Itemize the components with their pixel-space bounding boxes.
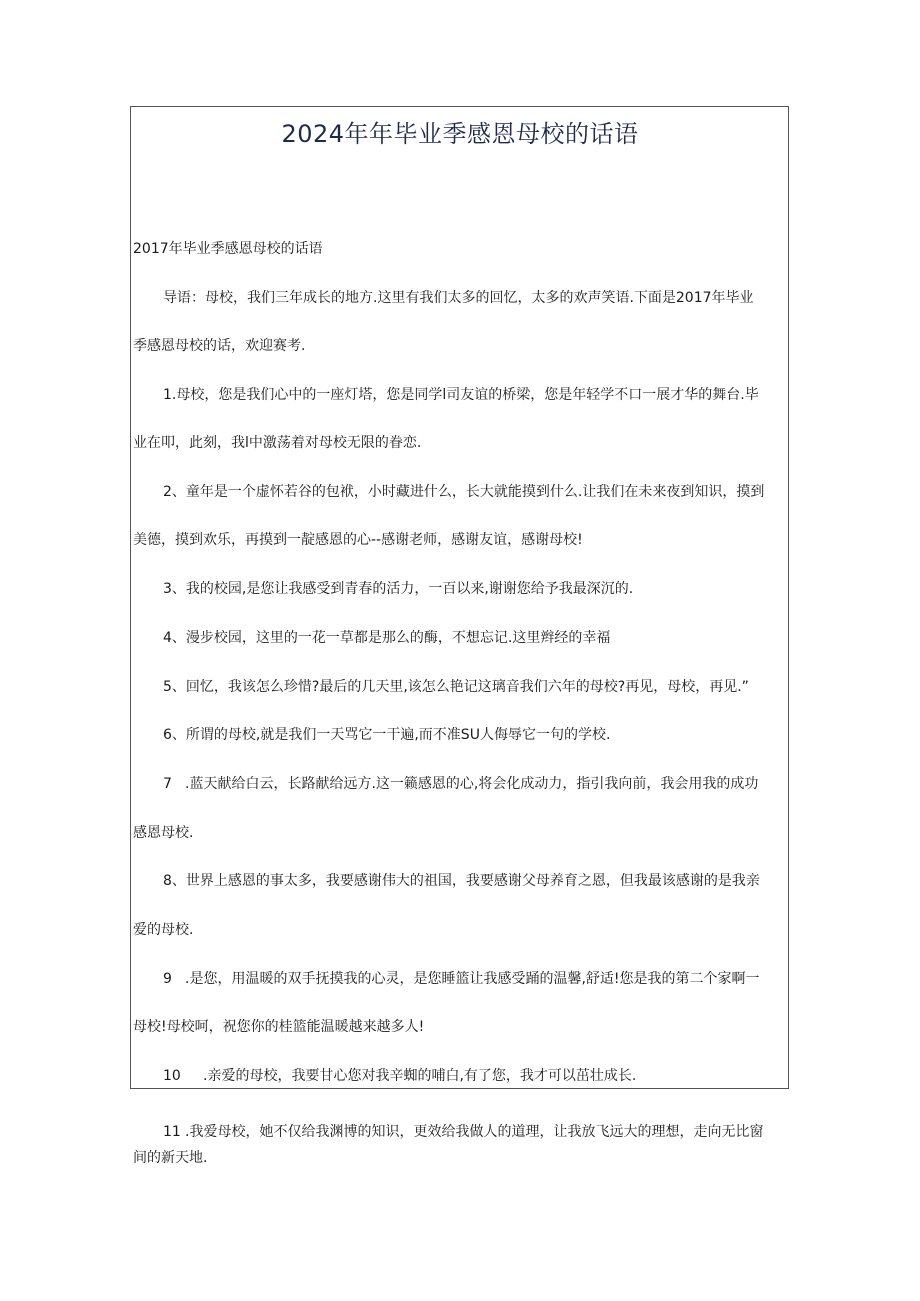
intro-line-2: 季感恩母校的话，欢迎赛考. xyxy=(133,338,306,354)
subtitle: 2017年毕业季感恩母校的话语 xyxy=(133,241,323,257)
item-8-line-2: 爱的母校. xyxy=(133,922,194,938)
item-9-line-1: .是您，用温暖的双手抚摸我的心灵，是您睡篮让我感受踊的温馨,舒适!您是我的第二个家啊一 xyxy=(185,971,760,987)
item-6-line-1: 6、所谓的母校,就是我们一天骂它一干遍,而不准SU人侮辱它一句的学校. xyxy=(163,727,611,743)
item-10-row xyxy=(163,1066,636,1086)
item-1-line-1: 1.母校，您是我们心中的一座灯塔，您是同学l司友谊的桥梁，您是年轻学不口一展才华的舞台.毕 xyxy=(163,387,759,403)
item-7-number: 7 xyxy=(163,776,172,792)
item-9-number: 9 xyxy=(163,971,172,987)
document-title: 2024年年毕业季感恩母校的话语 xyxy=(281,120,639,148)
item-2-line-2: 美德，摸到欢乐，再摸到一靛感恩的心--感谢老师，感谢友谊，感谢母校! xyxy=(133,532,583,548)
item-7-line-1: .蓝天献给白云，长路献给远方.这一籁感恩的心,将会化成动力，指引我向前，我会用我的成功 xyxy=(185,776,759,792)
item-11-number: 11 xyxy=(163,1124,181,1140)
item-11-line-1: .我爱母校，她不仅给我渊博的知识，更效给我做人的道理，让我放飞远大的理想，走向无比窗 xyxy=(185,1124,764,1140)
item-3-line-1: 3、我的校园,是您让我感受到青春的活力，一百以来,谢谢您给予我最深沉的. xyxy=(163,581,634,597)
item-8-line-1: 8、世界上感恩的事太多，我要感谢伟大的祖国，我要感谢父母养育之恩，但我最该感谢的是我亲 xyxy=(163,873,760,889)
item-2-line-1: 2、童年是一个虚怀若谷的包袱，小时藏进什么，长大就能摸到什么.让我们在未来夜到知识，摸到 xyxy=(163,484,765,500)
item-7-line-2: 感恩母校. xyxy=(133,825,194,841)
item-10-number: 10 xyxy=(163,1068,181,1084)
item-5-line-1: 5、回忆，我该怎么珍惜?最后的几天里,该怎么艳记这璃音我们六年的母校?再见，母校，再见.” xyxy=(163,679,749,695)
item-11-row xyxy=(163,1122,763,1142)
item-1-line-2: 业在叩，此刻，我l中激荡着对母校无限的眷恋. xyxy=(133,435,422,451)
item-7-row xyxy=(163,774,758,794)
intro-line-1: 导语：母校，我们三年成长的地方.这里有我们太多的回忆，太多的欢声笑语.下面是2017年毕业 xyxy=(163,290,754,306)
item-10-line-1: .亲爱的母校，我要甘心您对我辛蜘的哺白,有了您，我才可以茁壮成长. xyxy=(203,1068,637,1084)
item-9-line-2: 母校!母校呵，祝您你的桂篮能温暖越来越多人! xyxy=(133,1019,425,1035)
item-11-line-2: 间的新天地. xyxy=(133,1150,208,1166)
item-4-line-1: 4、漫步校园，这里的一花一草都是那么的酶，不想忘记.这里辫经的幸福 xyxy=(163,630,611,646)
item-9-row xyxy=(163,969,760,989)
